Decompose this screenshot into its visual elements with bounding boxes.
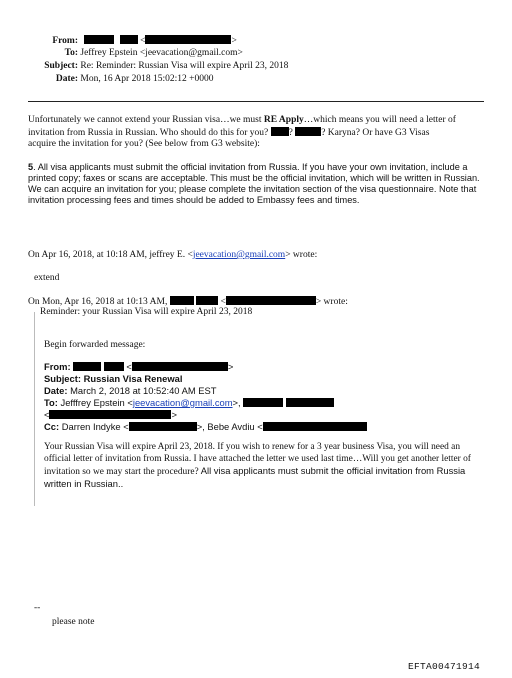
to-label: To: xyxy=(64,48,78,58)
quote1-body: extend xyxy=(34,273,60,283)
fwd-date-row: Date: March 2, 2018 at 10:52:40 AM EST xyxy=(44,385,217,396)
redaction xyxy=(84,35,114,44)
redaction xyxy=(226,296,316,305)
reply-line-2: invitation from Russia in Russian. Who should do this for you? ? ? Karyna? Or have G3 Visas xyxy=(28,128,430,138)
g3-item-number: 5 xyxy=(28,162,34,172)
forwarded-header xyxy=(44,361,367,433)
header-from-row: From: < > xyxy=(34,35,237,48)
redaction xyxy=(49,410,171,419)
from-label: From: xyxy=(52,36,78,46)
bates-number: EFTA00471914 xyxy=(408,661,481,672)
redaction xyxy=(196,296,218,305)
please-note: please note xyxy=(52,617,95,627)
g3-item-text: . All visa applicants must submit the official invitation from Russia. If you have your own invitation, include a printed copy; faxes or scans are acceptable. This must be the official invitation, which will be written in Russian. We can acquire an invitation for you; please complete the invitation section of the visa questionnaire. Note that invitation processing fees and times should be added to Embassy fees and times. xyxy=(28,162,480,206)
email-link[interactable]: jeevacation@gmail.com xyxy=(192,250,286,260)
date-label: Date: xyxy=(55,74,78,84)
header-subject-row xyxy=(34,61,288,73)
forwarded-body: Your Russian Visa will expire April 23, 2018. If you wish to renew for a 3 year business Visa, you will need an official letter of invitation from Russia. I have attached the letter we used last time…Will you get another letter of invitation so we may start the procedure? All visa applicants must submit the official invitation from Russia written in Russian.. xyxy=(44,442,471,489)
signature-dash: -- xyxy=(34,603,41,613)
quote1-attribution: On Apr 16, 2018, at 10:18 AM, jeffrey E. <jeevacation@gmail.com> wrote: xyxy=(28,250,318,260)
email-link[interactable]: jeevacation@gmail.com xyxy=(132,397,233,408)
header-date-row xyxy=(34,74,213,86)
header-divider xyxy=(28,101,484,102)
begin-forwarded: Begin forwarded message: xyxy=(44,340,146,350)
redaction xyxy=(295,127,321,136)
fwd-from-row: From: < > xyxy=(44,361,234,372)
to-value: Jeffrey Epstein <jeevacation@gmail.com> xyxy=(80,48,243,58)
reply-line-1: Unfortunately we cannot extend your Russian visa…we must RE Apply…which means you will need a letter of xyxy=(28,115,456,125)
quote-bar xyxy=(34,312,35,506)
header-to-row xyxy=(34,48,243,60)
redaction xyxy=(104,362,124,371)
fwd-subject-row: Subject: Russian Visa Renewal xyxy=(44,373,183,384)
redaction xyxy=(170,296,194,305)
redaction xyxy=(73,362,101,371)
g3-excerpt xyxy=(28,162,484,206)
redaction xyxy=(120,35,138,44)
redaction xyxy=(145,35,231,44)
reply-line-3: acquire the invitation for you? (See below from G3 website): xyxy=(28,139,260,149)
quote2-subject: Reminder: your Russian Visa will expire April 23, 2018 xyxy=(40,307,253,317)
fwd-cc-row: Cc: Darren Indyke < >, Bebe Avdiu < xyxy=(44,421,367,433)
redaction xyxy=(243,398,283,407)
subject-value: Re: Reminder: Russian Visa will expire April 23, 2018 xyxy=(80,61,289,71)
redaction xyxy=(271,127,289,136)
redaction xyxy=(132,362,228,371)
redaction xyxy=(286,398,334,407)
subject-label: Subject: xyxy=(44,61,78,71)
quote2-attribution: On Mon, Apr 16, 2018 at 10:13 AM, < > wrote: xyxy=(28,297,348,307)
redaction xyxy=(263,422,367,431)
fwd-to-row: To: Jefffrey Epstein <jeevacation@gmail.com>, xyxy=(44,397,367,409)
date-value: Mon, 16 Apr 2018 15:02:12 +0000 xyxy=(80,74,214,84)
fwd-to-row-cont: < > xyxy=(44,409,177,420)
redaction xyxy=(129,422,197,431)
